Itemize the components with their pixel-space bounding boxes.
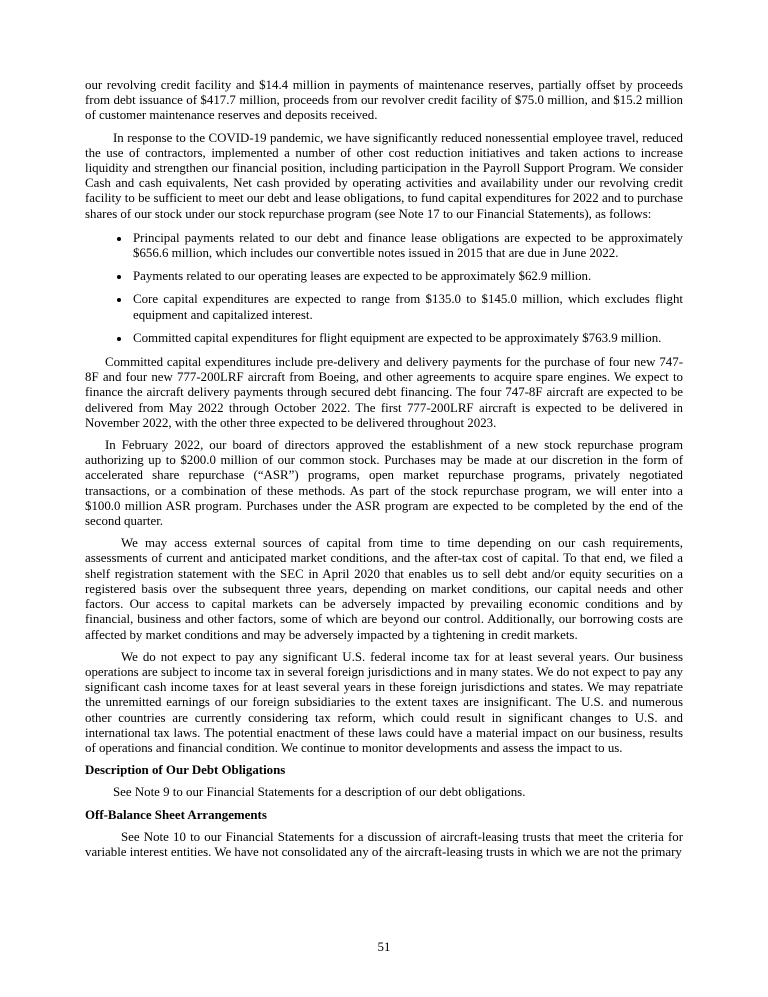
bullet-item-core-capex: • Core capital expenditures are expected to range from $135.0 to $145.0 million, which excludes flight equipment and capitalized interest. <box>131 292 683 322</box>
section-heading-off-balance-sheet: Off-Balance Sheet Arrangements <box>85 807 267 822</box>
expectations-bullet-list <box>85 231 683 346</box>
bullet-item-principal-payments: • Principal payments related to our debt and finance lease obligations are expected to be approximately $656.6 million, which includes our convertible notes issued in 2015 that are due in June 2022. <box>131 231 683 261</box>
page-number: 51 <box>377 939 391 954</box>
bullet-item-operating-leases: • Payments related to our operating leases are expected to be approximately $62.9 million. <box>131 269 683 284</box>
paragraph-external-capital: We may access external sources of capital from time to time depending on our cash requirements, assessments of current and anticipated market conditions, and the after-tax cost of capital. To that end, we filed a shelf registration statement with the SEC in April 2020 that enables us to sell debt and/or equity securities on a registered basis over the subsequent three years, depending on market conditions, our capital needs and other factors. Our access to capital markets can be adversely impacted by prevailing economic conditions and by financial, business and other factors, some of which are beyond our control. Additionally, our borrowing costs are affected by market conditions and may be adversely impacted by a tightening in credit markets. <box>85 536 683 642</box>
document-body <box>85 78 683 860</box>
paragraph-cash-flow-continuation: our revolving credit facility and $14.4 million in payments of maintenance reserves, partially offset by proceeds from debt issuance of $417.7 million, proceeds from our revolver credit facility of $75.0 million, and $15.2 million of customer maintenance reserves and deposits received. <box>85 78 683 123</box>
section-heading-debt-obligations: Description of Our Debt Obligations <box>85 763 286 778</box>
paragraph-see-note-10: See Note 10 to our Financial Statements for a discussion of aircraft-leasing trusts that meet the criteria for variable interest entities. We have not consolidated any of the aircraft-leasing trusts in which we are not the primary <box>85 829 683 859</box>
paragraph-income-tax: We do not expect to pay any significant U.S. federal income tax for at least several years. Our business operations are subject to income tax in several foreign jurisdictions and in many states. We do not expect to pay any significant cash income taxes for at least several years in these foreign jurisdictions and states. We may repatriate the unremitted earnings of our foreign subsidiaries to the extent taxes are insignificant. The U.S. and numerous other countries are currently considering tax reform, which could result in significant changes to U.S. and international tax laws. The potential enactment of these laws could have a material impact on our business, results of operations and financial condition. We continue to monitor developments and assess the impact to us. <box>85 649 683 755</box>
bullet-item-committed-capex: • Committed capital expenditures for flight equipment are expected to be approximately $763.9 million. <box>131 331 683 346</box>
paragraph-covid-response: In response to the COVID-19 pandemic, we have significantly reduced nonessential employee travel, reduced the use of contractors, implemented a number of other cost reduction initiatives and taken actions to increase liquidity and strengthen our financial position, including participation in the Payroll Support Program. We consider Cash and cash equivalents, Net cash provided by operating activities and availability under our revolving credit facility to be sufficient to meet our debt and lease obligations, to fund capital expenditures for 2022 and to purchase shares of our stock under our stock repurchase program (see Note 17 to our Financial Statements), as follows: <box>85 130 683 221</box>
paragraph-see-note-9: See Note 9 to our Financial Statements for a description of our debt obligations. <box>113 785 526 800</box>
paragraph-stock-repurchase: In February 2022, our board of directors approved the establishment of a new stock repurchase program authorizing up to $200.0 million of our common stock. Purchases may be made at our discretion in the form of accelerated share repurchase (“ASR”) programs, open market repurchase programs, privately negotiated transactions, or a combination of these methods. As part of the stock repurchase program, we will enter into a $100.0 million ASR program. Purchases under the ASR program are expected to be completed by the end of the second quarter. <box>85 438 683 529</box>
paragraph-committed-capex-detail: Committed capital expenditures include pre-delivery and delivery payments for the purchase of four new 747-8F and four new 777-200LRF aircraft from Boeing, and other agreements to acquire spare engines. We expect to finance the aircraft delivery payments through secured debt financing. The four 747-8F aircraft are expected to be delivered from May 2022 through October 2022. The first 777-200LRF aircraft is expected to be delivered in November 2022, with the other three expected to be delivered throughout 2023. <box>85 355 683 430</box>
